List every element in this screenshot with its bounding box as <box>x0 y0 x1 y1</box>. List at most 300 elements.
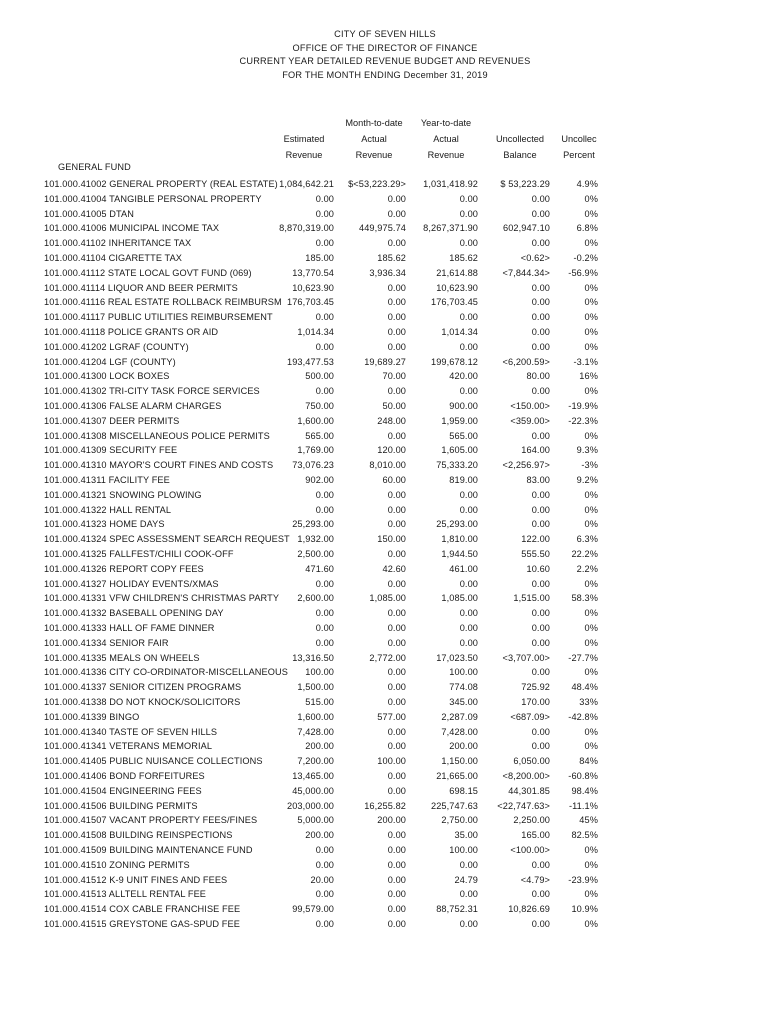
estimated-revenue: 203,000.00 <box>287 800 334 811</box>
uncollected-percent: -27.7% <box>568 652 598 663</box>
estimated-revenue: 0.00 <box>315 637 334 648</box>
account-description: 101.000.41332 BASEBALL OPENING DAY <box>44 608 224 619</box>
estimated-revenue: 10,623.90 <box>292 282 334 293</box>
estimated-revenue: 471.60 <box>305 563 334 574</box>
uncollected-percent: 0% <box>584 193 598 204</box>
mtd-actual: 0.00 <box>387 327 406 337</box>
mtd-actual: 0.00 <box>387 578 406 589</box>
table-row <box>0 843 770 858</box>
estimated-revenue: 200.00 <box>305 741 334 752</box>
mtd-actual: 70.00 <box>382 371 406 382</box>
uncollected-percent: 0% <box>584 623 598 633</box>
table-row <box>0 769 770 784</box>
table-row <box>0 207 770 222</box>
table-row <box>0 725 770 740</box>
uncollected-percent: 0% <box>584 341 598 352</box>
mtd-actual: 0.00 <box>387 741 406 752</box>
estimated-revenue: 0.00 <box>315 312 334 323</box>
mtd-actual: 16,255.82 <box>364 800 406 811</box>
uncollected-balance: 10,826.69 <box>508 904 550 915</box>
ytd-actual: 1,605.00 <box>441 445 478 456</box>
uncollected-percent: 82.5% <box>571 830 598 841</box>
mtd-actual: 1,085.00 <box>369 593 406 604</box>
uncollected-balance: 602,947.10 <box>503 223 550 234</box>
ytd-actual: 0.00 <box>459 889 478 900</box>
uncollected-balance: 0.00 <box>531 519 550 530</box>
mtd-actual: 0.00 <box>387 845 406 855</box>
account-description: 101.000.41508 BUILDING REINSPECTIONS <box>44 830 233 841</box>
uncollected-percent: 0% <box>584 608 598 619</box>
uncollected-balance: 0.00 <box>531 238 550 249</box>
account-description: 101.000.41504 ENGINEERING FEES <box>44 785 202 796</box>
estimated-revenue: 5,000.00 <box>297 815 334 826</box>
col-header-mtd: Month-to-date Actual Revenue <box>345 118 403 160</box>
ytd-actual: 0.00 <box>459 608 478 619</box>
table-row <box>0 443 770 458</box>
uncollected-balance: 0.00 <box>531 919 550 929</box>
uncollected-balance: 0.00 <box>531 859 550 870</box>
uncollected-balance: <6,200.59> <box>502 356 550 367</box>
ytd-actual: 25,293.00 <box>436 519 478 530</box>
estimated-revenue: 13,770.54 <box>292 267 334 278</box>
account-description: 101.000.41327 HOLIDAY EVENTS/XMAS <box>44 578 219 589</box>
account-description: 101.000.41309 SECURITY FEE <box>44 445 178 456</box>
uncollected-balance: <359.00> <box>510 415 550 426</box>
ytd-actual: 819.00 <box>449 475 478 485</box>
uncollected-balance: 0.00 <box>531 430 550 441</box>
mtd-actual: 0.00 <box>387 386 406 397</box>
col-header-percent: Uncollec Percent <box>561 134 597 160</box>
report-office: OFFICE OF THE DIRECTOR OF FINANCE <box>292 42 478 53</box>
uncollected-percent: 0% <box>584 430 598 441</box>
ytd-actual: 0.00 <box>459 208 478 219</box>
estimated-revenue: 25,293.00 <box>292 519 334 530</box>
estimated-revenue: 750.00 <box>305 401 334 411</box>
estimated-revenue: 45,000.00 <box>292 785 334 796</box>
account-description: 101.000.41514 COX CABLE FRANCHISE FEE <box>44 904 241 915</box>
account-description: 101.000.41341 VETERANS MEMORIAL <box>44 741 213 752</box>
mtd-actual: 0.00 <box>387 667 406 678</box>
uncollected-percent: 10.9% <box>571 904 598 915</box>
account-description: 101.000.41306 FALSE ALARM CHARGES <box>44 401 222 411</box>
uncollected-balance: <22,747.63> <box>497 800 550 811</box>
ytd-actual: 461.00 <box>449 563 478 574</box>
account-description: 101.000.41324 SPEC ASSESSMENT SEARCH REQUEST <box>44 534 290 545</box>
mtd-actual: 0.00 <box>387 489 406 500</box>
ytd-actual: 35.00 <box>454 830 478 841</box>
uncollected-percent: -56.9% <box>568 267 598 278</box>
uncollected-percent: -42.8% <box>568 711 598 722</box>
mtd-actual: 42.60 <box>382 563 406 574</box>
estimated-revenue: 0.00 <box>315 489 334 500</box>
uncollected-balance: 6,050.00 <box>513 756 550 767</box>
uncollected-balance: <100.00> <box>510 845 550 855</box>
ytd-actual: 774.08 <box>449 682 478 693</box>
mtd-actual: 8,010.00 <box>369 460 406 471</box>
table-row <box>0 858 770 873</box>
table-row <box>0 192 770 207</box>
ytd-actual: 10,623.90 <box>436 282 478 293</box>
uncollected-percent: -60.8% <box>568 771 598 781</box>
estimated-revenue: 7,200.00 <box>297 756 334 767</box>
ytd-actual: 900.00 <box>449 401 478 411</box>
estimated-revenue: 1,500.00 <box>297 682 334 693</box>
uncollected-percent: 6.8% <box>576 223 598 234</box>
uncollected-balance: 0.00 <box>531 282 550 293</box>
account-description: 101.000.41006 MUNICIPAL INCOME TAX <box>44 223 220 234</box>
uncollected-percent: -0.2% <box>573 253 598 263</box>
estimated-revenue: 500.00 <box>305 371 334 382</box>
account-description: 101.000.41104 CIGARETTE TAX <box>44 253 183 263</box>
mtd-actual: 449,975.74 <box>359 223 406 234</box>
col-header-ytd: Year-to-date Actual Revenue <box>420 118 472 160</box>
uncollected-percent: -19.9% <box>568 401 598 411</box>
estimated-revenue: 0.00 <box>315 341 334 352</box>
table-row <box>0 902 770 917</box>
account-description: 101.000.41507 VACANT PROPERTY FEES/FINES <box>44 815 258 826</box>
mtd-actual: 0.00 <box>387 682 406 693</box>
ytd-actual: 21,614.88 <box>436 267 478 278</box>
table-row <box>0 547 770 562</box>
uncollected-percent: 58.3% <box>571 593 598 604</box>
mtd-actual: 577.00 <box>377 711 406 722</box>
ytd-actual: 17,023.50 <box>436 652 478 663</box>
mtd-actual: 0.00 <box>387 312 406 323</box>
estimated-revenue: 1,769.00 <box>297 445 334 456</box>
estimated-revenue: 176,703.45 <box>287 297 334 308</box>
mtd-actual: 200.00 <box>377 815 406 826</box>
table-row <box>0 621 770 636</box>
uncollected-percent: 16% <box>579 371 598 382</box>
account-description: 101.000.41302 TRI-CITY TASK FORCE SERVICES <box>44 386 260 397</box>
estimated-revenue: 193,477.53 <box>287 356 334 367</box>
uncollected-balance: <150.00> <box>510 401 550 411</box>
estimated-revenue: 13,465.00 <box>292 771 334 781</box>
estimated-revenue: 99,579.00 <box>292 904 334 915</box>
table-row <box>0 177 770 192</box>
ytd-actual: 0.00 <box>459 623 478 633</box>
mtd-actual: 120.00 <box>377 445 406 456</box>
account-description: 101.000.41204 LGF (COUNTY) <box>44 356 176 367</box>
table-row <box>0 710 770 725</box>
account-description: 101.000.41405 PUBLIC NUISANCE COLLECTIONS <box>44 756 263 767</box>
report-city: CITY OF SEVEN HILLS <box>334 29 436 39</box>
mtd-actual: 248.00 <box>377 415 406 426</box>
uncollected-balance: 0.00 <box>531 504 550 515</box>
ytd-actual: 199,678.12 <box>431 356 478 367</box>
mtd-actual: 150.00 <box>377 534 406 545</box>
uncollected-percent: 0% <box>584 312 598 323</box>
uncollected-balance: 0.00 <box>531 889 550 900</box>
uncollected-balance: 0.00 <box>531 608 550 619</box>
table-row <box>0 754 770 769</box>
col-header-uncollected: Uncollected Balance <box>495 134 544 160</box>
table-row <box>0 310 770 325</box>
mtd-actual: 0.00 <box>387 859 406 870</box>
uncollected-balance: 0.00 <box>531 386 550 397</box>
ytd-actual: 420.00 <box>449 371 478 382</box>
uncollected-balance: 122.00 <box>521 534 550 545</box>
uncollected-balance: <4.79> <box>520 874 550 885</box>
uncollected-balance: 0.00 <box>531 208 550 219</box>
ytd-actual: 21,665.00 <box>436 771 478 781</box>
mtd-actual: 0.00 <box>387 430 406 441</box>
uncollected-percent: 0% <box>584 637 598 648</box>
uncollected-balance: 44,301.85 <box>508 785 550 796</box>
mtd-actual: 60.00 <box>382 475 406 485</box>
mtd-actual: 0.00 <box>387 919 406 929</box>
uncollected-percent: 0% <box>584 859 598 870</box>
account-description: 101.000.41311 FACILITY FEE <box>44 475 170 485</box>
estimated-revenue: 0.00 <box>315 208 334 219</box>
estimated-revenue: 100.00 <box>305 667 334 678</box>
uncollected-percent: 9.2% <box>576 475 598 485</box>
account-description: 101.000.41336 CITY CO-ORDINATOR-MISCELLANEOUS <box>44 667 288 678</box>
ytd-actual: 2,750.00 <box>441 815 478 826</box>
uncollected-balance: 0.00 <box>531 489 550 500</box>
mtd-actual: 0.00 <box>387 889 406 900</box>
estimated-revenue: 0.00 <box>315 238 334 249</box>
account-description: 101.000.41117 PUBLIC UTILITIES REIMBURSEMENT <box>44 312 273 323</box>
mtd-actual: 0.00 <box>387 904 406 915</box>
table-row <box>0 887 770 902</box>
account-description: 101.000.41334 SENIOR FAIR <box>44 637 169 648</box>
account-description: 101.000.41116 REAL ESTATE ROLLBACK REIMBURSM <box>44 297 282 308</box>
table-row <box>0 606 770 621</box>
uncollected-balance: 10.60 <box>526 563 550 574</box>
uncollected-balance: $ 53,223.29 <box>500 179 550 189</box>
uncollected-percent: 0% <box>584 845 598 855</box>
ytd-actual: 100.00 <box>449 667 478 678</box>
estimated-revenue: 20.00 <box>310 874 334 885</box>
uncollected-percent: 0% <box>584 297 598 308</box>
table-row <box>0 828 770 843</box>
ytd-actual: 225,747.63 <box>431 800 478 811</box>
table-row <box>0 917 770 932</box>
estimated-revenue: 1,014.34 <box>297 327 334 337</box>
report-period: FOR THE MONTH ENDING December 31, 2019 <box>282 69 488 80</box>
uncollected-balance: 170.00 <box>521 697 550 707</box>
uncollected-balance: 1,515.00 <box>513 593 550 604</box>
account-description: 101.000.41506 BUILDING PERMITS <box>44 800 198 811</box>
ytd-actual: 0.00 <box>459 341 478 352</box>
ytd-actual: 565.00 <box>449 430 478 441</box>
uncollected-balance: <7,844.34> <box>502 267 550 278</box>
account-description: 101.000.41513 ALLTELL RENTAL FEE <box>44 889 207 900</box>
mtd-actual: 2,772.00 <box>369 652 406 663</box>
table-row <box>0 739 770 754</box>
ytd-actual: 75,333.20 <box>436 460 478 471</box>
mtd-actual: 3,936.34 <box>369 267 406 278</box>
col-header-estimated: Estimated Revenue <box>283 134 325 160</box>
uncollected-percent: 0% <box>584 208 598 219</box>
table-row <box>0 873 770 888</box>
uncollected-balance: 0.00 <box>531 193 550 204</box>
ytd-actual: 100.00 <box>449 845 478 855</box>
uncollected-percent: 2.2% <box>576 563 598 574</box>
uncollected-percent: 0% <box>584 504 598 515</box>
table-row <box>0 680 770 695</box>
uncollected-percent: 0% <box>584 238 598 249</box>
table-row <box>0 784 770 799</box>
table-row <box>0 251 770 266</box>
mtd-actual: 0.00 <box>387 341 406 352</box>
uncollected-percent: -3.1% <box>573 356 598 367</box>
uncollected-balance: 0.00 <box>531 637 550 648</box>
uncollected-balance: 0.00 <box>531 741 550 752</box>
mtd-actual: 0.00 <box>387 504 406 515</box>
uncollected-percent: 84% <box>579 756 598 767</box>
uncollected-balance: 80.00 <box>526 371 550 382</box>
table-row <box>0 665 770 680</box>
estimated-revenue: 0.00 <box>315 919 334 929</box>
account-description: 101.000.41310 MAYOR'S COURT FINES AND COSTS <box>44 460 274 471</box>
uncollected-percent: 0% <box>584 578 598 589</box>
uncollected-balance: 2,250.00 <box>513 815 550 826</box>
mtd-actual: 0.00 <box>387 549 406 559</box>
account-description: 101.000.41308 MISCELLANEOUS POLICE PERMITS <box>44 430 270 441</box>
mtd-actual: 0.00 <box>387 874 406 885</box>
uncollected-balance: 0.00 <box>531 341 550 352</box>
ytd-actual: 2,287.09 <box>441 711 478 722</box>
estimated-revenue: 200.00 <box>305 830 334 841</box>
estimated-revenue: 13,316.50 <box>292 652 334 663</box>
section-label: GENERAL FUND <box>58 162 131 172</box>
table-row <box>0 591 770 606</box>
table-row <box>0 503 770 518</box>
estimated-revenue: 7,428.00 <box>297 726 334 737</box>
table-row <box>0 651 770 666</box>
uncollected-balance: <687.09> <box>510 711 550 722</box>
table-row <box>0 295 770 310</box>
uncollected-balance: <0.62> <box>520 253 550 263</box>
ytd-actual: 1,944.50 <box>441 549 478 559</box>
account-description: 101.000.41333 HALL OF FAME DINNER <box>44 623 215 633</box>
ytd-actual: 0.00 <box>459 489 478 500</box>
account-description: 101.000.41515 GREYSTONE GAS-SPUD FEE <box>44 919 240 929</box>
uncollected-percent: -22.3% <box>568 415 598 426</box>
estimated-revenue: 8,870,319.00 <box>279 223 334 234</box>
uncollected-balance: 0.00 <box>531 623 550 633</box>
ytd-actual: 698.15 <box>449 785 478 796</box>
estimated-revenue: 1,600.00 <box>297 711 334 722</box>
account-description: 101.000.41325 FALLFEST/CHILI COOK-OFF <box>44 549 234 559</box>
table-row <box>0 813 770 828</box>
estimated-revenue: 0.00 <box>315 504 334 515</box>
mtd-actual: 0.00 <box>387 519 406 530</box>
estimated-revenue: 0.00 <box>315 859 334 870</box>
account-description: 101.000.41202 LGRAF (COUNTY) <box>44 341 189 352</box>
mtd-actual: 0.00 <box>387 193 406 204</box>
table-row <box>0 384 770 399</box>
uncollected-balance: <8,200.00> <box>502 771 550 781</box>
mtd-actual: 0.00 <box>387 697 406 707</box>
ytd-actual: 0.00 <box>459 637 478 648</box>
account-description: 101.000.41326 REPORT COPY FEES <box>44 563 204 574</box>
ytd-actual: 0.00 <box>459 386 478 397</box>
estimated-revenue: 0.00 <box>315 578 334 589</box>
uncollected-balance: 165.00 <box>521 830 550 841</box>
table-row <box>0 266 770 281</box>
mtd-actual: 0.00 <box>387 830 406 841</box>
uncollected-percent: 4.9% <box>576 179 598 189</box>
estimated-revenue: 0.00 <box>315 608 334 619</box>
mtd-actual: 0.00 <box>387 771 406 781</box>
estimated-revenue: 73,076.23 <box>292 460 334 471</box>
uncollected-percent: -11.1% <box>568 800 598 811</box>
account-description: 101.000.41338 DO NOT KNOCK/SOLICITORS <box>44 697 241 707</box>
uncollected-balance: 83.00 <box>526 475 550 485</box>
uncollected-percent: -3% <box>581 460 598 471</box>
ytd-actual: 0.00 <box>459 312 478 323</box>
table-row <box>0 562 770 577</box>
mtd-actual: 0.00 <box>387 726 406 737</box>
ytd-actual: 176,703.45 <box>431 297 478 308</box>
estimated-revenue: 2,600.00 <box>297 593 334 604</box>
ytd-actual: 0.00 <box>459 578 478 589</box>
uncollected-percent: 0% <box>584 327 598 337</box>
account-description: 101.000.41307 DEER PERMITS <box>44 415 180 426</box>
ytd-actual: 345.00 <box>449 697 478 707</box>
mtd-actual: 0.00 <box>387 608 406 619</box>
uncollected-balance: <3,707.00> <box>502 652 550 663</box>
uncollected-balance: 725.92 <box>521 682 550 693</box>
report-title: CURRENT YEAR DETAILED REVENUE BUDGET AND REVENUES <box>239 56 531 66</box>
uncollected-percent: 45% <box>579 815 598 826</box>
ytd-actual: 0.00 <box>459 919 478 929</box>
table-row <box>0 221 770 236</box>
table-row <box>0 517 770 532</box>
estimated-revenue: 902.00 <box>305 475 334 485</box>
uncollected-balance: 0.00 <box>531 667 550 678</box>
ytd-actual: 1,810.00 <box>441 534 478 545</box>
mtd-actual: 0.00 <box>387 623 406 633</box>
ytd-actual: 1,031,418.92 <box>423 179 478 189</box>
mtd-actual: 0.00 <box>387 297 406 308</box>
account-description: 101.000.41300 LOCK BOXES <box>44 371 170 382</box>
table-row <box>0 325 770 340</box>
mtd-actual: 100.00 <box>377 756 406 767</box>
account-description: 101.000.41340 TASTE OF SEVEN HILLS <box>44 726 218 737</box>
account-description: 101.000.41321 SNOWING PLOWING <box>44 489 202 500</box>
table-row <box>0 577 770 592</box>
uncollected-balance: 0.00 <box>531 726 550 737</box>
ytd-actual: 8,267,371.90 <box>423 223 478 234</box>
table-row <box>0 473 770 488</box>
mtd-actual: 0.00 <box>387 208 406 219</box>
estimated-revenue: 1,932.00 <box>297 534 334 545</box>
mtd-actual: 0.00 <box>387 785 406 796</box>
ytd-actual: 1,959.00 <box>441 415 478 426</box>
ytd-actual: 24.79 <box>454 874 478 885</box>
estimated-revenue: 1,600.00 <box>297 415 334 426</box>
estimated-revenue: 185.00 <box>305 253 334 263</box>
table-row <box>0 355 770 370</box>
uncollected-balance: 0.00 <box>531 578 550 589</box>
uncollected-percent: 0% <box>584 667 598 678</box>
mtd-actual: 185.62 <box>377 253 406 263</box>
ytd-actual: 7,428.00 <box>441 726 478 737</box>
table-row <box>0 429 770 444</box>
uncollected-balance: 555.50 <box>521 549 550 559</box>
estimated-revenue: 0.00 <box>315 386 334 397</box>
uncollected-percent: 9.3% <box>576 445 598 456</box>
account-description: 101.000.41335 MEALS ON WHEELS <box>44 652 200 663</box>
estimated-revenue: 0.00 <box>315 193 334 204</box>
table-row <box>0 399 770 414</box>
estimated-revenue: 1,084,642.21 <box>279 179 334 189</box>
table-row <box>0 488 770 503</box>
